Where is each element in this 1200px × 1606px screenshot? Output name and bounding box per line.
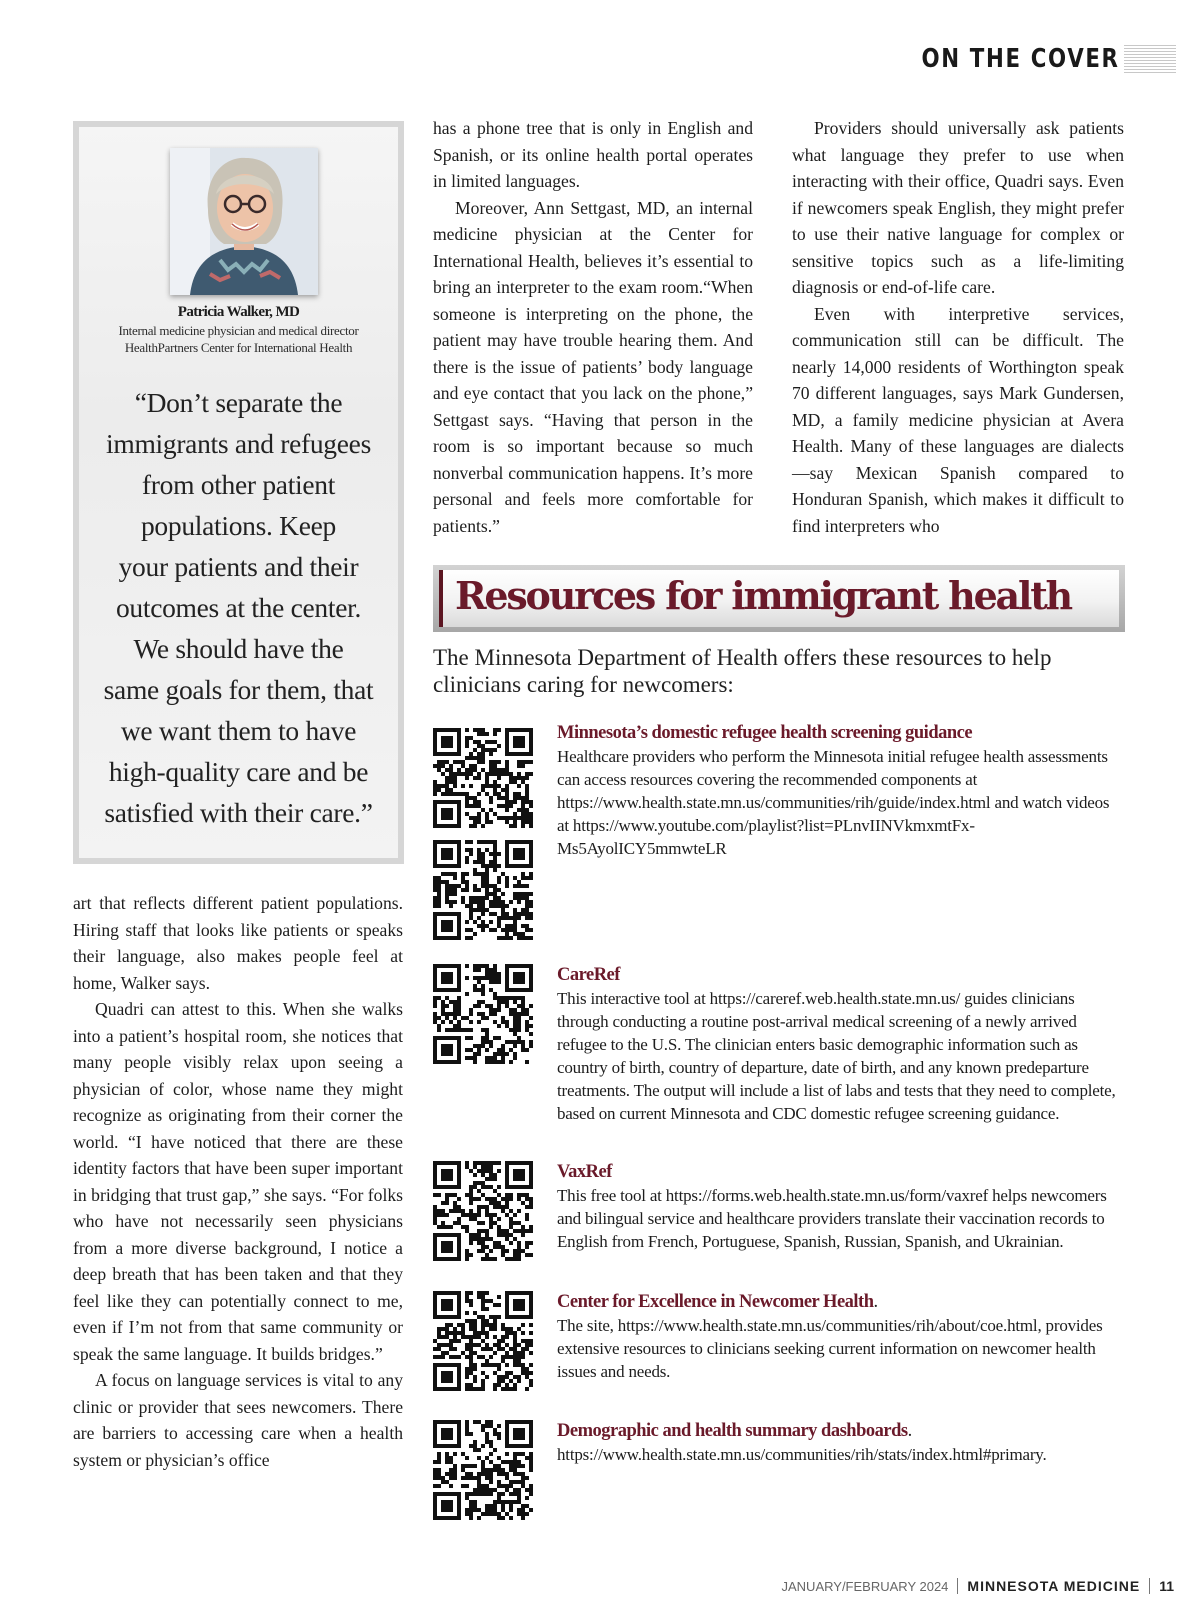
quote-line: immigrants and refugees	[106, 428, 371, 459]
resource-title[interactable]: CareRef	[557, 965, 620, 985]
resource-description: This free tool at https://forms.web.health.state.mn.us/form/vaxref helps newcomers and bilingual service and healthcare providers translate their vaccination records to English from French, Portuguese, Spanish, Russian, Spanish, and Ukrainian.	[557, 1186, 1107, 1251]
quote-line: “Don’t separate the	[134, 387, 343, 418]
section-label: ON THE COVER	[921, 44, 1120, 74]
resource-title[interactable]: VaxRef	[557, 1162, 612, 1182]
qr-code-icon[interactable]	[433, 1420, 533, 1520]
resource-title[interactable]: Minnesota’s domestic refugee health screening guidance	[557, 723, 973, 743]
article-paragraph: Moreover, Ann Settgast, MD, an internal medicine physician at the Center for International Health, believes it’s essential to bring an interpreter to the exam room.“When someone is interpreting on the phone, the patient may have trouble hearing them. And there is the issue of patients’ body language and eye contact that you lack on the phone,” Settgast says. “Having that person in the room is so important because so much nonverbal communication happens. It’s more personal and feels more comfortable for patients.”	[433, 197, 753, 536]
header-hatch-decoration	[1124, 45, 1176, 73]
article-paragraph: art that reflects different patient populations. Hiring staff that looks like patients or speaks their language, also makes people feel at home, Walker says.	[73, 893, 403, 993]
resources-banner	[433, 565, 1125, 632]
article-column-2	[433, 115, 753, 539]
resource-item	[557, 1161, 1122, 1253]
qr-code-icon[interactable]	[433, 840, 533, 940]
footer-divider	[957, 1578, 958, 1594]
resource-item	[557, 722, 1122, 860]
quote-author-name: Patricia Walker, MD	[177, 304, 300, 320]
quote-line: from other patient	[141, 469, 336, 500]
qr-code-icon[interactable]	[433, 1291, 533, 1391]
footer-divider	[1149, 1578, 1150, 1594]
quote-author-title: Internal medicine physician and medical director	[118, 323, 359, 338]
resource-title[interactable]: Center for Excellence in Newcomer Health.	[557, 1292, 878, 1312]
article-column-3	[792, 115, 1124, 539]
quote-author-organization: HealthPartners Center for International Health	[124, 340, 353, 355]
resources-title: Resources for immigrant health	[455, 573, 1071, 618]
resource-title[interactable]: Demographic and health summary dashboards.	[557, 1421, 912, 1441]
page-footer	[782, 1578, 1175, 1594]
resources-banner-inner	[439, 570, 1119, 627]
article-paragraph: A focus on language services is vital to any clinic or provider that sees newcomers. There are barriers to accessing care when a health system or physician’s office	[73, 1370, 403, 1470]
qr-code-icon[interactable]	[433, 728, 533, 828]
quote-line: outcomes at the center.	[115, 592, 362, 623]
resource-item	[557, 1420, 1122, 1466]
portrait-illustration	[170, 148, 318, 295]
resource-item	[557, 1291, 1122, 1383]
quote-line: populations. Keep	[140, 510, 336, 541]
section-header	[878, 44, 1176, 74]
resource-description: This interactive tool at https://careref.web.health.state.mn.us/ guides clinicians through conducting a routine post-arrival medical screening of a newly arrived refugee to the U.S. The clinician enters basic demographic information such as country of birth, country of departure, date of birth, and any known predeparture treatments. The output will include a list of labs and tests that they need to complete, based on current Minnesota and CDC domestic refugee screening guidance.	[557, 989, 1116, 1123]
article-paragraph: has a phone tree that is only in English and Spanish, or its online health portal operates in limited languages.	[433, 118, 753, 191]
resource-item	[557, 964, 1122, 1125]
quote-line: high-quality care and be	[108, 756, 369, 787]
quote-line: satisfied with their care.”	[104, 797, 373, 828]
article-paragraph: Providers should universally ask patients what language they prefer to use when interacting with their office, Quadri says. Even if newcomers speak English, they might prefer to use their native language for complex or sensitive topics such as a life-limiting diagnosis or end-of-life care.	[792, 118, 1124, 297]
qr-code-icon[interactable]	[433, 1161, 533, 1261]
article-paragraph: Even with interpretive services, communication still can be difficult. The nearly 14,000 residents of Worthington speak 70 different languages, says Mark Gundersen, MD, a family medicine physician at Avera Health. Many of these languages are dialects—say Mexican Spanish compared to Honduran Spanish, which makes it difficult to find interpreters who	[792, 303, 1124, 536]
quote-line: We should have the	[133, 633, 344, 664]
quote-line: we want them to have	[120, 715, 357, 746]
qr-code-icon[interactable]	[433, 964, 533, 1064]
issue-date: JANUARY/FEBRUARY 2024	[781, 1578, 949, 1594]
pull-quote-sidebar	[73, 121, 404, 864]
resources-intro: The Minnesota Department of Health offers these resources to help clinicians caring for newcomers:	[433, 645, 1052, 697]
resource-description: The site, https://www.health.state.mn.us/communities/rih/about/coe.html, provides extensive resources to clinicians seeking current information on newcomer health issues and needs.	[557, 1316, 1103, 1381]
magazine-name: MINNESOTA MEDICINE	[967, 1578, 1141, 1594]
resource-description: https://www.health.state.mn.us/communities/rih/stats/index.html#primary.	[557, 1445, 1047, 1464]
pull-quote-text	[89, 382, 388, 833]
article-paragraph: Quadri can attest to this. When she walks into a patient’s hospital room, she notices that many people visibly relax upon seeing a physician of color, whose name they might recognize as originating from their corner the world. “I have noticed that there are these identity factors that have been super important in bridging that trust gap,” she says. “For folks who have not necessarily seen physicians from a more diverse background, I notice a deep breath that has been taken and that they feel like they can potentially connect to me, even if I’m not from that same community or speak the same language. It builds bridges.”	[73, 999, 403, 1364]
resource-description: Healthcare providers who perform the Minnesota initial refugee health assessments can access resources covering the recommended components at https://www.health.state.mn.us/communities/rih/guide/index.html and watch videos at https://www.youtube.com/playlist?list=PLnvIINVkmxmtFx-Ms5AyolICY5mmwteLR	[557, 747, 1110, 858]
quote-line: your patients and their	[118, 551, 359, 582]
article-column-1	[73, 890, 403, 1473]
portrait-photo	[170, 148, 318, 295]
page-number: 11	[1159, 1578, 1174, 1594]
quote-line: same goals for them, that	[103, 674, 374, 705]
